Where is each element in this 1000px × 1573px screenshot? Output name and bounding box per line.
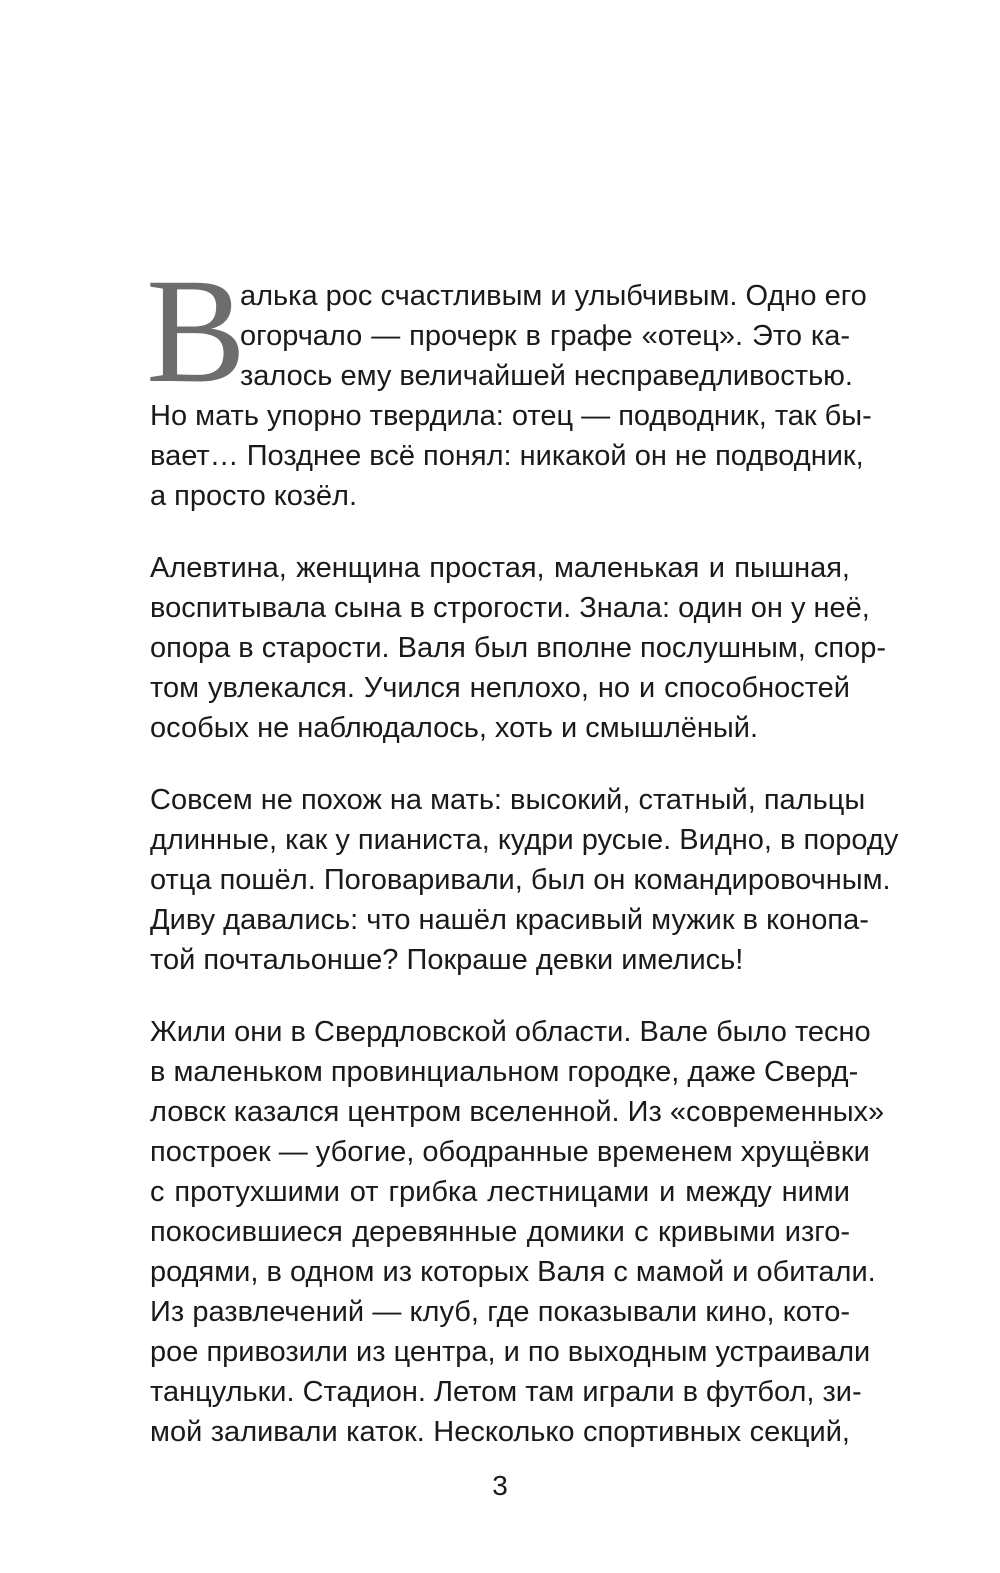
text-line: вает… Позднее всё понял: никакой он не подводник,	[150, 440, 864, 472]
text-line: воспитывала сына в строгости. Знала: один он у неё,	[150, 592, 870, 624]
text-line: алька рос счастливым и улыбчивым. Одно его	[240, 280, 867, 312]
text-line: в маленьком провинциальном городке, даже Сверд-	[150, 1056, 859, 1088]
text-line: залось ему величайшей несправедливостью.	[240, 360, 853, 392]
text-line: Но мать упорно твердила: отец — подводник, так бы-	[150, 400, 872, 432]
text-line: родями, в одном из которых Валя с мамой и обитали.	[150, 1256, 876, 1288]
paragraph-1	[146, 248, 872, 516]
text-line: Жили они в Свердловской области. Вале было тесно	[150, 1016, 871, 1048]
text-line: с протухшими от грибка лестницами и между ними	[150, 1176, 850, 1208]
text-line: а просто козёл.	[150, 480, 358, 512]
text-line: Алевтина, женщина простая, маленькая и пышная,	[150, 552, 850, 584]
text-line: ловск казался центром вселенной. Из «современных»	[150, 1096, 885, 1128]
page-number: 3	[492, 1470, 508, 1501]
body-text	[146, 248, 899, 1484]
text-line: огорчало — прочерк в графе «отец». Это ка-	[240, 320, 850, 352]
paragraph-3	[150, 780, 899, 980]
text-line: танцульки. Стадион. Летом там играли в футбол, зи-	[150, 1376, 862, 1408]
text-line: Диву давались: что нашёл красивый мужик в конопа-	[150, 904, 869, 936]
text-line: том увлекался. Учился неплохо, но и способностей	[150, 672, 850, 704]
text-line: Совсем не похож на мать: высокий, статный, пальцы	[150, 784, 866, 816]
text-line: построек — убогие, ободранные временем хрущёвки	[150, 1136, 870, 1168]
text-line: особых не наблюдалось, хоть и смышлёный.	[150, 712, 759, 744]
paragraph-2	[150, 548, 887, 748]
text-line: Из развлечений — клуб, где показывали кино, кото-	[150, 1296, 850, 1328]
text-line: рое привозили из центра, и по выходным устраивали	[150, 1336, 871, 1368]
paragraph-4	[150, 1012, 885, 1452]
text-line: опора в старости. Валя был вполне послушным, спор-	[150, 632, 887, 664]
text-line: длинные, как у пианиста, кудри русые. Видно, в породу	[150, 824, 899, 856]
text-line: мой заливали каток. Несколько спортивных секций,	[150, 1416, 850, 1448]
text-line: той почтальонше? Покраше девки имелись!	[150, 944, 744, 976]
drop-cap: В	[146, 248, 247, 414]
text-line: покосившиеся деревянные домики с кривыми изго-	[150, 1216, 850, 1248]
text-line: отца пошёл. Поговаривали, был он командировочным.	[150, 864, 891, 896]
